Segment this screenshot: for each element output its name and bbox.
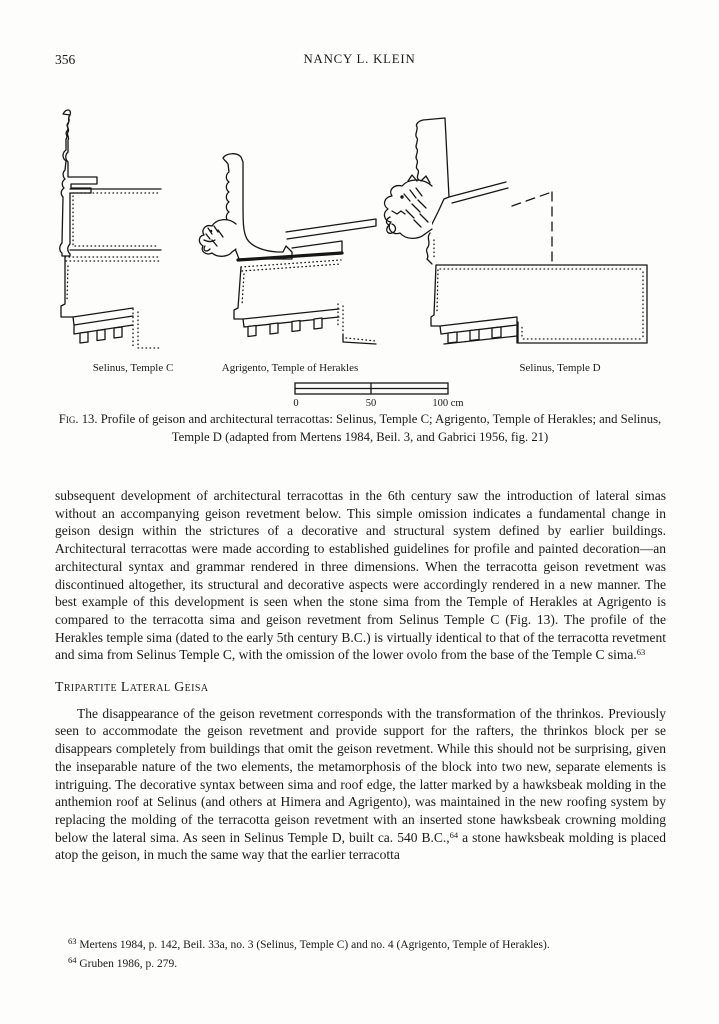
profile-agrigento-herakles <box>199 154 376 344</box>
lion-head-icon <box>384 175 432 238</box>
figure-caption-text: Profile of geison and architectural terracottas: Selinus, Temple C; Agrigento, Temple of Herakles; and Selinus, Temple D (adapted from Mertens 1984, Beil. 3, and Gabrici 1956, fig. 21) <box>97 412 662 444</box>
figure-label-middle: Agrigento, Temple of Herakles <box>221 362 359 374</box>
section-heading: Tripartite Lateral Geisa <box>55 679 209 695</box>
scale-label-50: 50 <box>365 398 377 409</box>
profile-selinus-temple-c <box>60 110 161 348</box>
running-head: NANCY L. KLEIN <box>303 52 416 66</box>
scale-label-0: 0 <box>293 398 299 409</box>
scale-bar <box>295 383 448 394</box>
footnote-64: $^{64}$ Gruben 1986, p. 279. <box>68 954 178 970</box>
page-number: 356 <box>55 52 76 67</box>
paragraph-2: The disappearance of the geison revetment corresponds with the transformation of the thrinkos. Previously seen to accommodate the geison revetment and provide support for the rafters, the thrinkos block per se disappears completely from buildings that omit the geison revetment. While this should not be surprising, given the inseparable nature of the two elements, the metamorphosis of the block into two new, separate elements is intriguing. The decorative syntax between sima and roof edge, the latter marked by a hawksbeak molding in the anthemion roof at Selinus (and others at Himera and Agrigento), was maintained in the new roofing system by replacing the molding of the terracotta geison revetment with an inserted stone hawksbeak crowning molding below the lateral sima. As seen in Selinus Temple D, built ca. 540 B.C.,$^{64}$ a stone hawksbeak molding is placed atop the geison, in much the same way that the earlier terracotta <box>55 705 666 863</box>
figure-label-right: Selinus, Temple D <box>519 362 601 374</box>
footnotes <box>55 936 667 973</box>
profile-selinus-temple-d <box>384 118 647 344</box>
lion-head-icon <box>199 220 236 257</box>
paragraph-1: subsequent development of architectural terracottas in the 6th century saw the introduction of lateral simas without an accompanying geison revetment below. This simple omission indicates a fundamental change in geison design within the strictures of a decorative and structural system defined by earlier buildings. Architectural terracottas were made according to established guidelines for profile and painted decoration—an architectural syntax and grammar rendered in three dimensions. When the terracotta geison revetment was discontinued altogether, its structural and decorative aspects were accordingly rendered in a new manner. The best example of this development is seen when the stone sima from the Temple of Herakles at Agrigento is compared to the terracotta sima and geison revetment from Selinus Temple C (Fig. 13). The profile of the Herakles temple sima (dated to the early 5th century B.C.) is virtually identical to that of the terracotta revetment and sima from Selinus Temple C, with the omission of the lower ovolo from the base of the Temple C sima.$^{63}$ <box>55 488 666 663</box>
footnote-marker-63: 63 <box>636 647 646 658</box>
figure-caption-number: Fig. 13. <box>58 412 98 426</box>
figure-drawing <box>40 100 680 410</box>
figure-label-left: Selinus, Temple C <box>92 362 174 374</box>
figure-caption <box>52 411 668 446</box>
footnote-marker-64: 64 <box>449 829 459 840</box>
footnote-63: $^{63}$ Mertens 1984, p. 142, Beil. 33a, no. 3 (Selinus, Temple C) and no. 4 (Agrigento, Temple of Herakles). <box>68 936 550 951</box>
sima-profile <box>60 110 97 256</box>
article-body <box>55 487 666 864</box>
scale-label-100: 100 cm <box>432 398 464 409</box>
